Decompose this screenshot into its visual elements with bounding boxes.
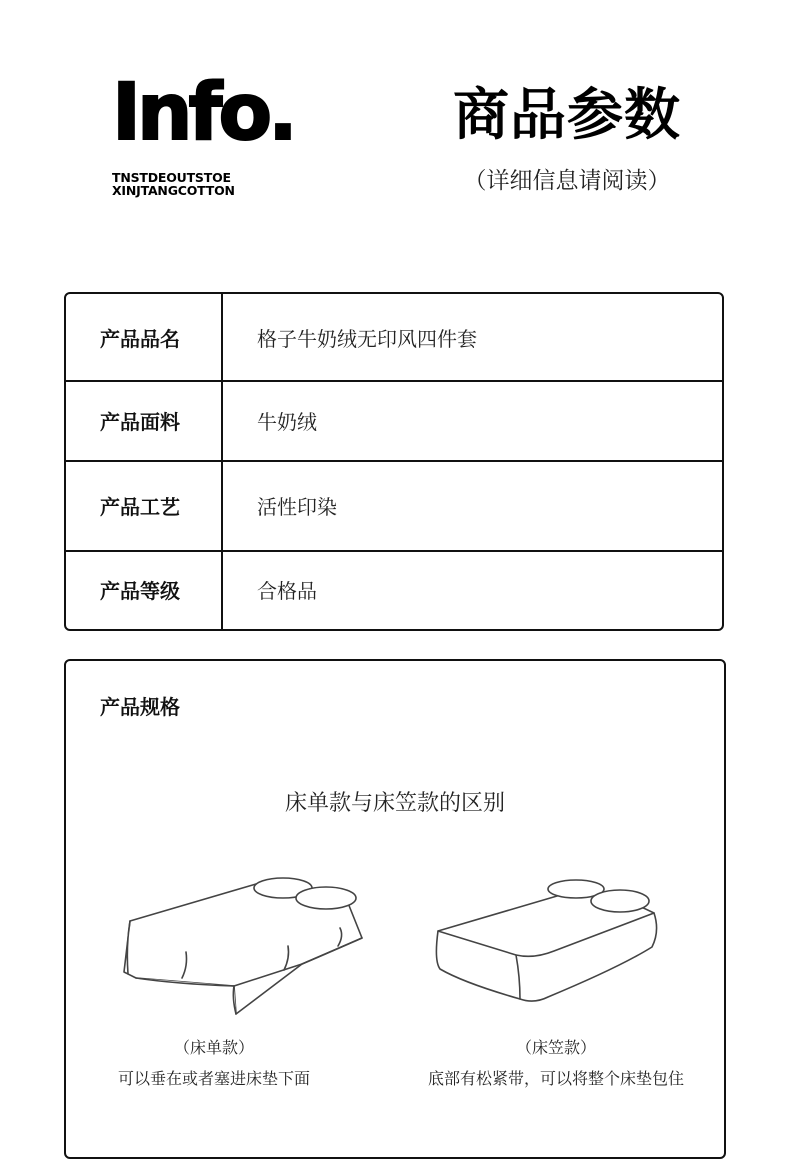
logo-subtext-line2: XINJTANGCOTTON: [112, 183, 235, 198]
param-label: 产品品名: [66, 294, 223, 380]
flat-sheet-name: （床单款）: [173, 1038, 254, 1057]
param-label: 产品工艺: [66, 460, 223, 550]
param-value: 合格品: [257, 579, 317, 603]
param-row-craft: [66, 460, 722, 552]
param-label: 产品面料: [66, 380, 223, 460]
param-row-grade: [66, 550, 722, 629]
page-title: 商品参数: [453, 83, 681, 148]
logo-subtext: [112, 171, 235, 197]
logo-subtext-line1: TNSTDEOUTSTOE: [112, 170, 231, 185]
fitted-sheet-name: （床笠款）: [515, 1038, 596, 1057]
page-subtitle: （详细信息请阅读）: [463, 168, 671, 194]
param-value: 活性印染: [257, 494, 337, 519]
fitted-sheet-desc: 底部有松紧带，可以将整个床垫包住: [427, 1069, 684, 1088]
param-value: 牛奶绒: [257, 409, 317, 434]
fitted-sheet-bed-illustration: [424, 871, 674, 1011]
flat-sheet-bed-illustration: [116, 866, 376, 1026]
info-logo: Info.: [112, 68, 294, 158]
flat-sheet-desc: 可以垂在或者塞进床垫下面: [117, 1069, 310, 1088]
param-value: 格子牛奶绒无印风四件套: [257, 326, 477, 351]
param-label: 产品等级: [66, 550, 223, 629]
spec-title: 产品规格: [100, 695, 180, 719]
spec-panel: [64, 659, 726, 1159]
spec-heading: 床单款与床笠款的区别: [284, 791, 505, 816]
params-table: [64, 292, 724, 631]
param-row-name: [66, 294, 722, 382]
param-row-fabric: [66, 380, 722, 462]
